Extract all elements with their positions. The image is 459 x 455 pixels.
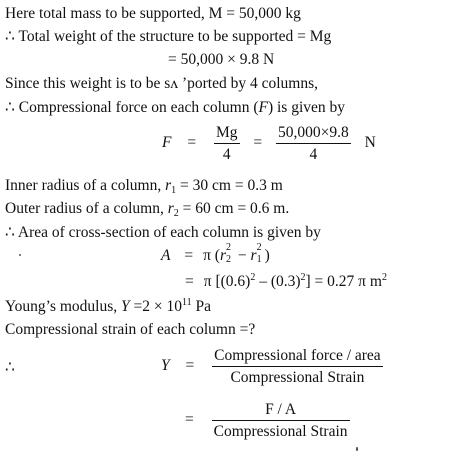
strain-question-line: Compressional strain of each column =? <box>5 321 256 338</box>
force-eq-unit: N <box>364 134 376 152</box>
total-weight-value: = 50,000 × 9.8 N <box>168 51 275 68</box>
area-eq-r2-sub: 2 <box>226 254 232 265</box>
young-fraction-fa <box>212 402 350 439</box>
force-equation <box>162 125 376 162</box>
young-eq-equals-2: = <box>185 411 194 429</box>
therefore-symbol: ∴ <box>5 359 15 376</box>
inner-radius-line <box>5 178 283 196</box>
area-eq-line2-a: π [(0.6) <box>203 273 251 290</box>
area-eq-line2-sup2: 2 <box>300 272 306 283</box>
youngs-modulus-line <box>5 298 211 315</box>
outer-radius-line <box>5 201 289 219</box>
inner-radius-symbol: r <box>165 177 172 194</box>
outer-radius-subscript: 2 <box>173 208 179 219</box>
force-intro-text-a: ∴ Compressional force on each column ( <box>5 99 259 116</box>
area-equation-line-1 <box>161 242 270 265</box>
columns-support-line: Since this weight is to be sʌ ’ported by 4 columns, <box>5 75 318 92</box>
area-eq-open: ( <box>210 247 220 264</box>
stray-dot-mark <box>19 254 21 256</box>
force-fraction-mg-denominator: 4 <box>222 145 231 163</box>
area-eq-minus: − <box>234 247 251 264</box>
force-eq-equals-1: = <box>187 134 197 152</box>
area-eq-equals-2: = <box>185 273 194 290</box>
youngs-modulus-label: Young’s modulus, <box>5 298 122 315</box>
youngs-modulus-value: =2 × 10 <box>129 298 182 315</box>
young-equation-line-1 <box>161 348 383 385</box>
force-intro-text-b: ) is given by <box>267 99 346 116</box>
force-fraction-value-denominator: 4 <box>309 145 318 163</box>
force-fraction-mg-numerator: Mg <box>214 125 240 144</box>
given-mass-line: Here total mass to be supported, M = 50,000 kg <box>5 5 301 22</box>
force-fraction-value <box>276 125 351 162</box>
young-equation-line-2 <box>185 402 350 439</box>
young-fraction-definition-denominator: Compressional Strain <box>230 368 365 386</box>
compressional-force-intro <box>5 100 345 116</box>
young-fraction-fa-denominator: Compressional Strain <box>213 422 348 440</box>
force-fraction-mg <box>214 125 240 162</box>
outer-radius-symbol: r <box>167 200 174 217</box>
youngs-modulus-exponent: 11 <box>182 297 192 308</box>
area-eq-r1-sub: 1 <box>256 254 262 265</box>
area-eq-lhs: A <box>161 247 171 264</box>
area-eq-equals-1: = <box>184 247 194 264</box>
young-eq-lhs: Y <box>161 357 170 375</box>
stray-tick-mark <box>356 447 358 451</box>
area-equation-line-2 <box>185 273 387 290</box>
youngs-modulus-unit: Pa <box>191 298 212 315</box>
area-eq-line2-c: ] = 0.27 π m <box>305 273 382 290</box>
young-fraction-fa-numerator: F / A <box>212 402 350 421</box>
force-intro-variable: F <box>258 99 268 116</box>
area-eq-line2-sup1: 2 <box>250 272 256 283</box>
youngs-modulus-symbol: Y <box>121 298 130 315</box>
area-eq-r1-sup: 2 <box>256 242 262 253</box>
outer-radius-label: Outer radius of a column, <box>5 200 168 217</box>
inner-radius-subscript: 1 <box>171 185 177 196</box>
total-weight-line: ∴ Total weight of the structure to be supported = Mg <box>5 28 332 45</box>
area-eq-line2-b: – (0.3) <box>255 273 301 290</box>
inner-radius-value: = 30 cm = 0.3 m <box>176 177 283 194</box>
force-eq-lhs: F <box>162 134 172 152</box>
young-eq-equals-1: = <box>185 357 195 375</box>
area-eq-r2: r <box>219 247 227 264</box>
inner-radius-label: Inner radius of a column, <box>5 177 166 194</box>
force-eq-equals-2: = <box>253 134 263 152</box>
force-fraction-value-numerator: 50,000×9.8 <box>276 125 351 144</box>
area-eq-r1-scripts <box>256 242 265 265</box>
area-eq-r1: r <box>250 247 257 264</box>
young-fraction-definition-numerator: Compressional force / area <box>212 348 383 367</box>
outer-radius-value: = 60 cm = 0.6 m. <box>178 200 290 217</box>
area-eq-line2-sup3: 2 <box>381 272 387 283</box>
area-eq-r2-scripts <box>226 242 234 265</box>
area-eq-pi: π <box>203 247 211 264</box>
area-eq-r2-sup: 2 <box>226 242 232 253</box>
area-eq-close: ) <box>264 247 270 264</box>
area-intro-line: ∴ Area of cross-section of each column is given by <box>5 224 321 241</box>
young-fraction-definition <box>212 348 383 385</box>
